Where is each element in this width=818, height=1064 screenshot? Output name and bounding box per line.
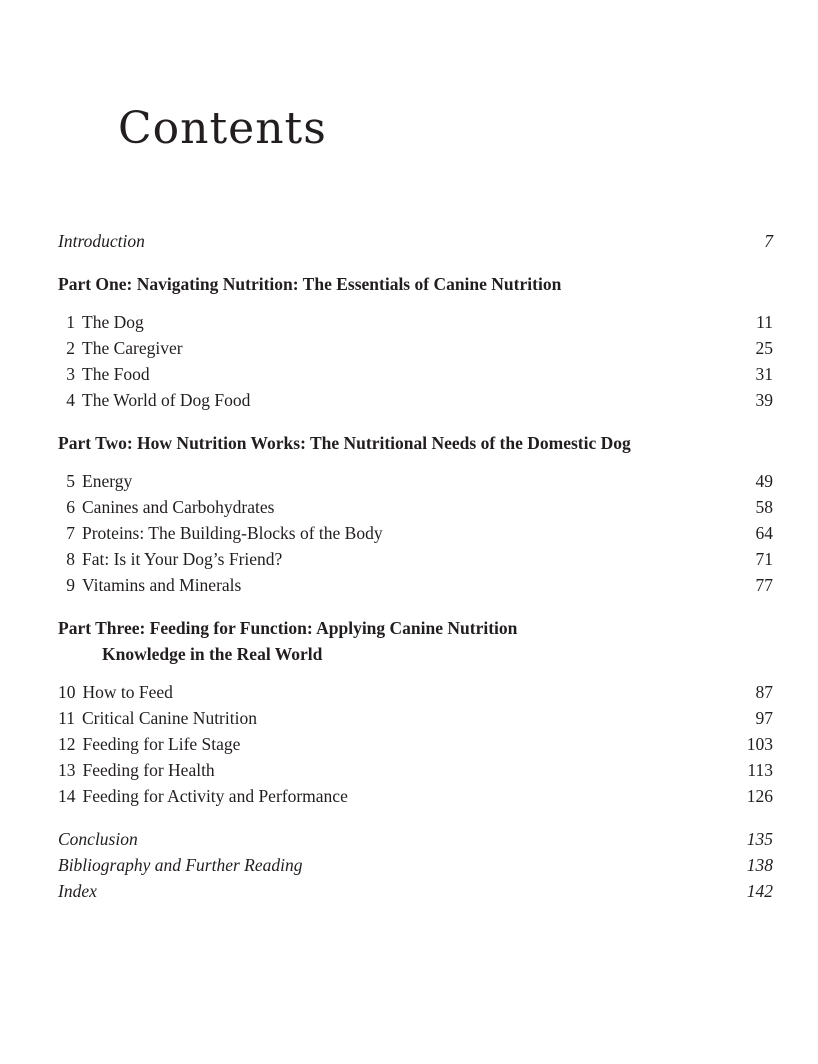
- entry-page-number: 39: [755, 390, 773, 411]
- entry-page-number: 7: [764, 231, 773, 252]
- chapter-number: 5: [66, 471, 75, 492]
- part-heading-text-line2: Knowledge in the Real World: [102, 644, 323, 665]
- toc-entry-chapter-5: [58, 468, 773, 494]
- chapter-number: 7: [66, 523, 75, 544]
- entry-label: Index: [58, 881, 97, 902]
- chapter-title: The Caregiver: [82, 338, 183, 359]
- entry-page-number: 31: [755, 364, 773, 385]
- toc-entry-conclusion: [58, 826, 773, 852]
- chapter-title: Feeding for Activity and Performance: [82, 786, 348, 807]
- toc-part-two: [58, 430, 773, 598]
- chapter-title: The Food: [82, 364, 150, 385]
- entry-page-number: 113: [747, 760, 773, 781]
- toc-part-three: [58, 615, 773, 809]
- part-heading-text: Part Three: Feeding for Function: Applying Canine Nutrition: [58, 618, 518, 639]
- entry-label: Bibliography and Further Reading: [58, 855, 303, 876]
- chapter-number: 8: [66, 549, 75, 570]
- entry-page-number: 87: [755, 682, 773, 703]
- part-heading-text: Part One: Navigating Nutrition: The Essentials of Canine Nutrition: [58, 274, 562, 295]
- toc-entry-chapter-8: [58, 546, 773, 572]
- toc-entry-chapter-6: [58, 494, 773, 520]
- chapter-number: 6: [66, 497, 75, 518]
- chapter-title: Proteins: The Building-Blocks of the Body: [82, 523, 383, 544]
- entry-page-number: 135: [746, 829, 773, 850]
- entry-label: Introduction: [58, 231, 145, 252]
- part-two-heading: [58, 430, 773, 456]
- entry-page-number: 58: [755, 497, 773, 518]
- entry-page-number: 25: [755, 338, 773, 359]
- toc-part-one: [58, 271, 773, 413]
- toc-entry-chapter-10: [58, 679, 773, 705]
- toc-entry-bibliography: [58, 852, 773, 878]
- entry-page-number: 49: [755, 471, 773, 492]
- toc-entry-chapter-1: [58, 309, 773, 335]
- toc-entry-chapter-14: [58, 783, 773, 809]
- chapter-number: 13: [58, 760, 76, 781]
- toc-entry-chapter-11: [58, 705, 773, 731]
- entry-label: Conclusion: [58, 829, 138, 850]
- toc-entry-introduction: [58, 228, 773, 254]
- toc-entry-chapter-2: [58, 335, 773, 361]
- entry-page-number: 126: [746, 786, 773, 807]
- entry-page-number: 103: [746, 734, 773, 755]
- toc-back-matter: [58, 826, 773, 904]
- chapter-title: Energy: [82, 471, 133, 492]
- entry-page-number: 11: [756, 312, 773, 333]
- chapter-title: Canines and Carbohydrates: [82, 497, 275, 518]
- toc-entry-chapter-13: [58, 757, 773, 783]
- toc-entry-index: [58, 878, 773, 904]
- part-one-heading: [58, 271, 773, 297]
- part-heading-text: Part Two: How Nutrition Works: The Nutritional Needs of the Domestic Dog: [58, 433, 631, 454]
- chapter-number: 11: [58, 708, 75, 729]
- entry-page-number: 138: [746, 855, 773, 876]
- part-three-heading: [58, 615, 773, 667]
- chapter-number: 12: [58, 734, 76, 755]
- toc-entry-chapter-4: [58, 387, 773, 413]
- chapter-title: The Dog: [82, 312, 144, 333]
- chapter-title: Feeding for Health: [82, 760, 215, 781]
- chapter-title: Vitamins and Minerals: [82, 575, 242, 596]
- entry-page-number: 97: [755, 708, 773, 729]
- chapter-title: How to Feed: [82, 682, 173, 703]
- chapter-number: 14: [58, 786, 76, 807]
- entry-page-number: 77: [755, 575, 773, 596]
- chapter-number: 1: [66, 312, 75, 333]
- toc-entry-chapter-12: [58, 731, 773, 757]
- chapter-title: Critical Canine Nutrition: [82, 708, 257, 729]
- chapter-number: 2: [66, 338, 75, 359]
- chapter-title: Fat: Is it Your Dog’s Friend?: [82, 549, 283, 570]
- toc-entry-chapter-3: [58, 361, 773, 387]
- entry-page-number: 71: [755, 549, 773, 570]
- entry-page-number: 142: [746, 881, 773, 902]
- chapter-number: 9: [66, 575, 75, 596]
- chapter-title: Feeding for Life Stage: [82, 734, 241, 755]
- chapter-number: 4: [66, 390, 75, 411]
- chapter-title: The World of Dog Food: [82, 390, 251, 411]
- table-of-contents: [58, 228, 773, 904]
- chapter-number: 10: [58, 682, 76, 703]
- page-title: Contents: [118, 103, 327, 154]
- entry-page-number: 64: [755, 523, 773, 544]
- chapter-number: 3: [66, 364, 75, 385]
- toc-entry-chapter-7: [58, 520, 773, 546]
- toc-entry-chapter-9: [58, 572, 773, 598]
